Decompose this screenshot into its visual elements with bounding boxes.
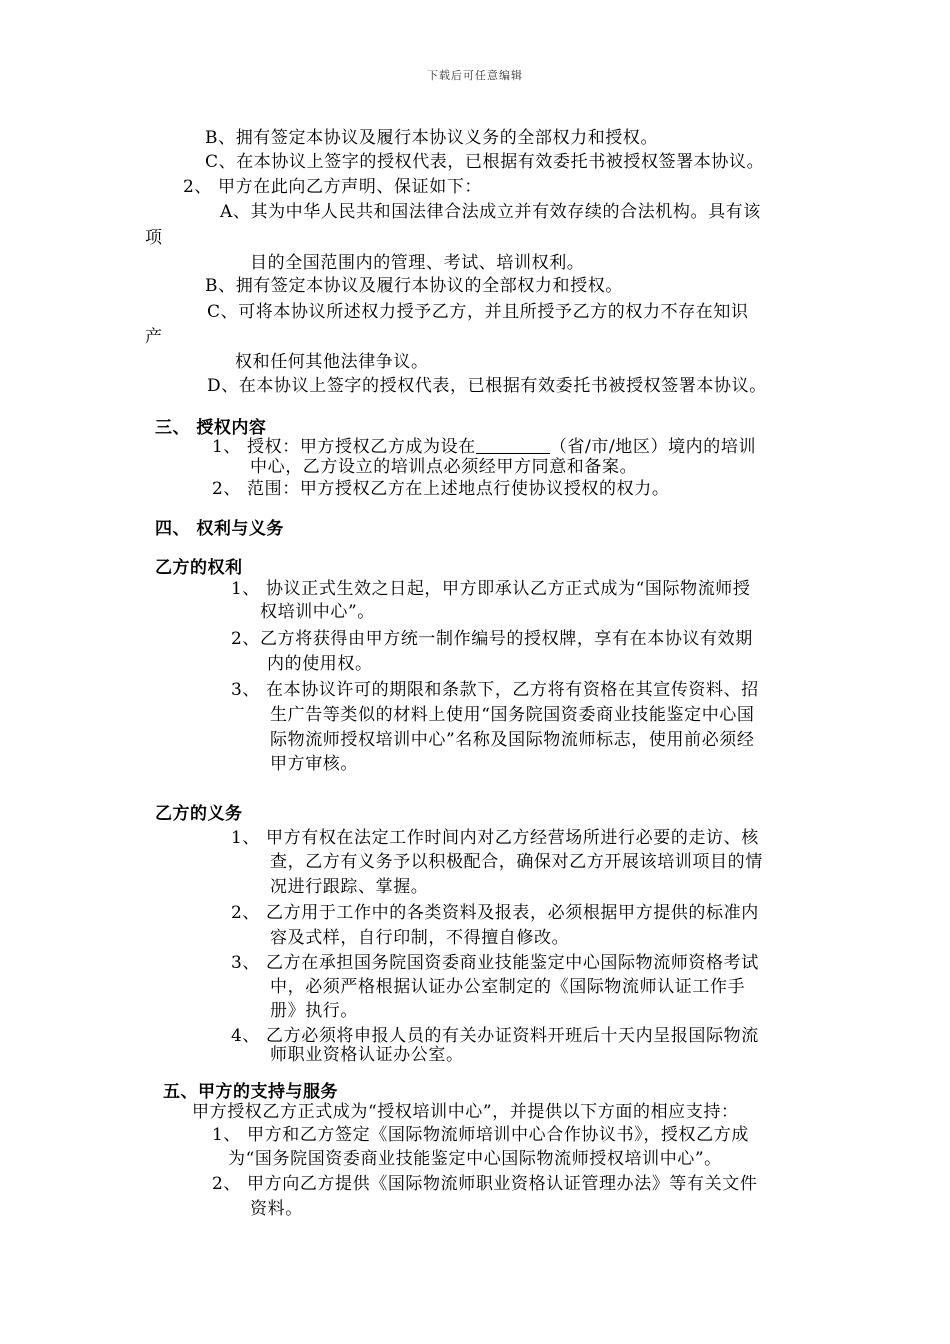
clause-line: 项 bbox=[145, 228, 163, 248]
clause-line: 际物流师授权培训中心”名称及国际物流师标志，使用前必须经 bbox=[270, 730, 755, 750]
section-heading-4: 四、 权利与义务 bbox=[155, 519, 284, 539]
clause-line bbox=[212, 436, 756, 458]
page-header: 下载后可任意编辑 bbox=[427, 69, 523, 82]
clause-line: 2、 甲方在此向乙方声明、保证如下： bbox=[183, 177, 483, 197]
section-heading-3: 三、 授权内容 bbox=[155, 418, 267, 438]
clause-line: 2、 甲方向乙方提供《国际物流师职业资格认证管理办法》等有关文件 bbox=[212, 1174, 758, 1194]
clause-line: C、在本协议上签字的授权代表，已根据有效委托书被授权签署本协议。 bbox=[205, 152, 765, 172]
clause-line: 资料。 bbox=[250, 1199, 303, 1219]
clause-line: 3、 乙方在承担国务院国资委商业技能鉴定中心国际物流师资格考试 bbox=[231, 953, 759, 973]
clause-line: 中，必须严格根据认证办公室制定的《国际物流师认证工作手 bbox=[270, 977, 746, 997]
clause-line: 1、 甲方有权在法定工作时间内对乙方经营场所进行必要的走访、核 bbox=[231, 828, 759, 848]
subheading-duties: 乙方的义务 bbox=[155, 804, 243, 824]
clause-line: 容及式样，自行印制，不得擅自修改。 bbox=[270, 928, 570, 948]
clause-line: 1、 协议正式生效之日起，甲方即承认乙方正式成为“国际物流师授 bbox=[231, 579, 751, 599]
clause-line: 甲方审核。 bbox=[270, 754, 358, 774]
clause-line: 况进行跟踪、掌握。 bbox=[270, 877, 429, 897]
section-heading-5: 五、甲方的支持与服务 bbox=[163, 1082, 338, 1102]
clause-text: 1、 授权：甲方授权乙方成为设在 bbox=[212, 437, 476, 457]
clause-line: 权培训中心”。 bbox=[260, 602, 375, 622]
fill-in-blank bbox=[476, 437, 550, 454]
clause-line: 查，乙方有义务予以积极配合，确保对乙方开展该培训项目的情 bbox=[270, 852, 763, 872]
clause-line: 为“国务院国资委商业技能鉴定中心国际物流师授权培训中心”。 bbox=[228, 1149, 722, 1169]
clause-line: 册》执行。 bbox=[270, 1001, 358, 1021]
clause-line: 师职业资格认证办公室。 bbox=[270, 1045, 464, 1065]
clause-line: 目的全国范围内的管理、考试、培训权利。 bbox=[250, 253, 585, 273]
clause-line: B、拥有签定本协议及履行本协议的全部权力和授权。 bbox=[205, 276, 623, 296]
clause-line: 2、乙方将获得由甲方统一制作编号的授权牌，享有在本协议有效期 bbox=[231, 629, 753, 649]
clause-line: 甲方授权乙方正式成为“授权培训中心”，并提供以下方面的相应支持： bbox=[192, 1102, 739, 1122]
clause-line: C、可将本协议所述权力授予乙方，并且所授予乙方的权力不存在知识 bbox=[207, 302, 749, 322]
clause-line: D、在本协议上签字的授权代表，已根据有效委托书被授权签署本协议。 bbox=[207, 376, 767, 396]
clause-line: B、拥有签定本协议及履行本协议义务的全部权力和授权。 bbox=[205, 128, 659, 148]
clause-line: 中心，乙方设立的培训点必须经甲方同意和备案。 bbox=[250, 457, 638, 477]
clause-line: A、其为中华人民共和国法律合法成立并有效存续的合法机构。具有该 bbox=[220, 202, 761, 222]
clause-line: 2、 乙方用于工作中的各类资料及报表，必须根据甲方提供的标准内 bbox=[231, 903, 759, 923]
clause-line: 4、 乙方必须将申报人员的有关办证资料开班后十天内呈报国际物流 bbox=[231, 1026, 759, 1046]
clause-line: 2、 范围：甲方授权乙方在上述地点行使协议授权的权力。 bbox=[212, 479, 670, 499]
clause-line: 产 bbox=[145, 327, 163, 347]
clause-line: 生广告等类似的材料上使用“国务院国资委商业技能鉴定中心国 bbox=[270, 705, 755, 725]
clause-line: 权和任何其他法律争议。 bbox=[235, 352, 429, 372]
clause-text: （省/市/地区）境内的培训 bbox=[549, 437, 757, 457]
clause-line: 1、 甲方和乙方签定《国际物流师培训中心合作协议书》，授权乙方成 bbox=[212, 1125, 749, 1145]
clause-line: 3、 在本协议许可的期限和条款下，乙方将有资格在其宣传资料、招 bbox=[231, 680, 759, 700]
clause-line: 内的使用权。 bbox=[267, 654, 373, 674]
subheading-rights: 乙方的权利 bbox=[155, 558, 243, 578]
